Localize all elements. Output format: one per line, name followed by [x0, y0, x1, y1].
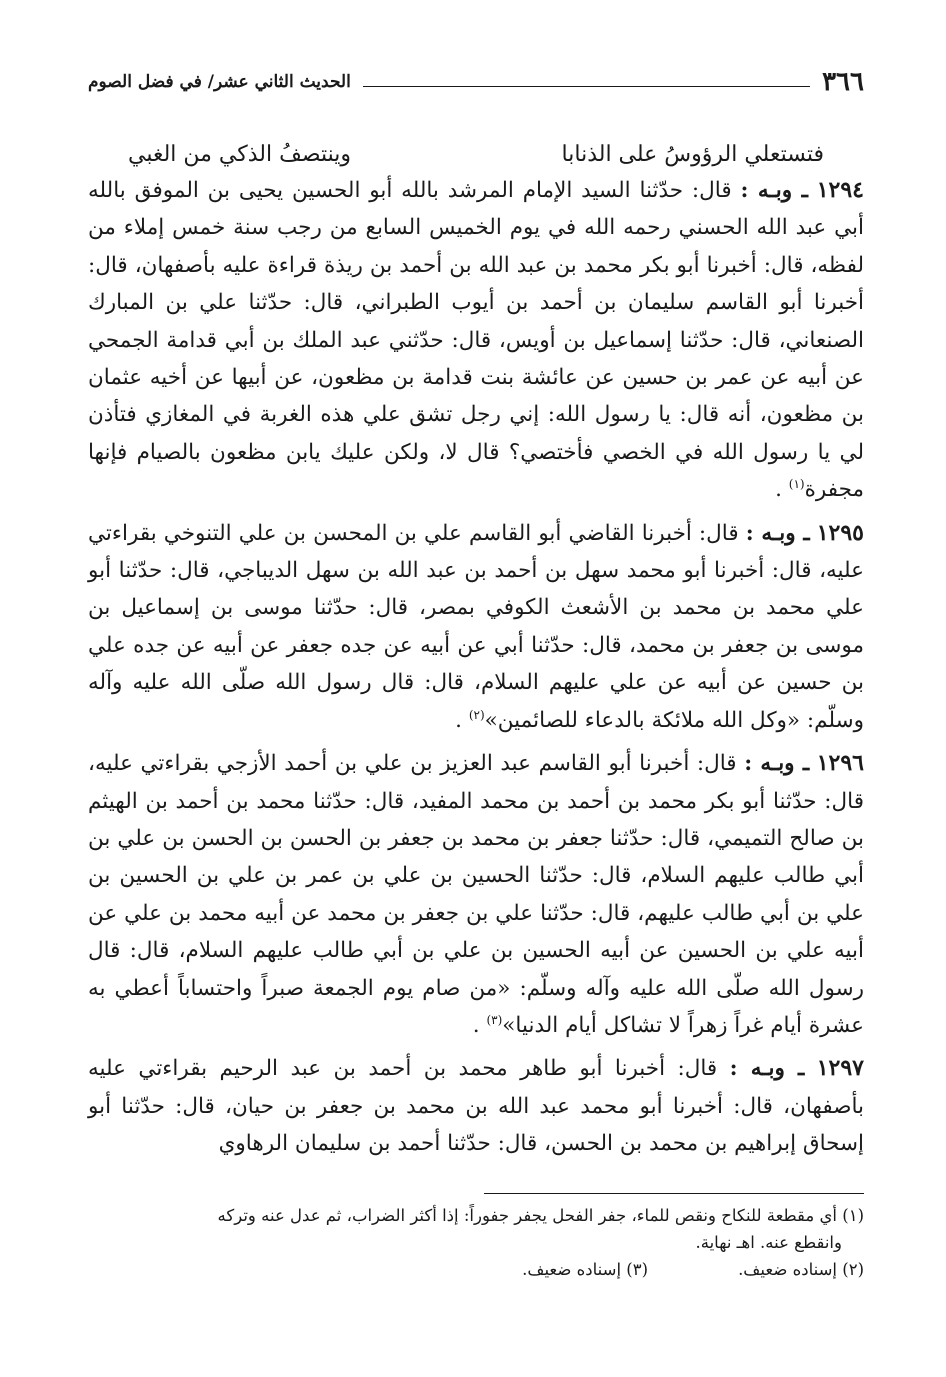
- hadith-tail: .: [455, 707, 469, 733]
- poem-hemistich-right: فتستعلي الرؤوسُ على الذنابا: [561, 142, 824, 167]
- footnote-separator: [484, 1193, 864, 1194]
- hadith-number: ١٢٩٦: [816, 750, 864, 777]
- hadith-1295: [88, 515, 864, 739]
- poem-hemistich-left: وينتصفُ الذكي من الغبي: [128, 142, 351, 167]
- footnote-3: (٣) إسناده ضعيف.: [522, 1259, 649, 1279]
- hadith-prefix: ـ وبـه :: [745, 520, 810, 546]
- poem-verse: [88, 138, 864, 172]
- book-page: [88, 62, 864, 1283]
- hadith-number: ١٢٩٧: [816, 1055, 864, 1082]
- hadith-text: قال: حدّثنا السيد الإمام المرشد بالله أبو الحسين يحيى بن الموفق بالله أبي عبد الله الحسني رحمه الله في يوم الخميس السابع من رجب سنة خمس إملاء من لفظه، قال: أخبرنا أبو بكر محمد بن عبد الله بن أحمد بن ريذة قراءة عليه بأصفهان، قال: أخبرنا أبو القاسم سليمان بن أحمد بن أيوب الطبراني، قال: حدّثنا علي بن المبارك الصنعاني، قال: حدّثنا إسماعيل بن أويس، قال: حدّثني عبد الملك بن أبي قدامة الجمحي عن أبيه عن عمر بن حسين عن عائشة بنت قدامة بن مظعون، عن أبيها عن أخيه عثمان بن مظعون، أنه قال: يا رسول الله: إني رجل تشق علي هذه الغربة في المغازي فتأذن لي يا رسول الله في الخصي فأختصي؟ قال لا، ولكن عليك يابن مظعون بالصيام فإنها مجفرة: [88, 178, 864, 503]
- hadith-tail: .: [472, 1012, 487, 1038]
- footnotes: [88, 1202, 864, 1283]
- footnote-2: (٢) إسناده ضعيف.: [738, 1259, 864, 1279]
- hadith-prefix: ـ وبـه :: [744, 751, 810, 777]
- footnote-1-line-1: (١) أي مقطعة للنكاح ونقص للماء، جفر الفحل يجفر جفوراً: إذا أكثر الضراب، ثم عدل عنه وتركه: [217, 1205, 864, 1225]
- page-number: ٣٦٦: [822, 67, 864, 97]
- header-rule: [363, 86, 810, 87]
- footnote-row: [88, 1256, 864, 1283]
- hadith-1294: [88, 172, 864, 509]
- hadith-tail: .: [775, 477, 789, 503]
- hadith-text: قال: أخبرنا القاضي أبو القاسم علي بن المحسن بن علي التنوخي بقراءتي عليه، قال: أخبرنا أبو محمد سهل بن أحمد بن عبد الله بن سهل الديباجي، قال: حدّثنا أبو علي محمد بن محمد بن الأشعث الكوفي بمصر، قال: حدّثنا موسى بن إسماعيل بن موسى بن جعفر بن محمد، قال: حدّثنا أبي عن أبيه عن جده جعفر عن أبيه عن جده علي بن حسين عن أبيه عن علي عليهم السلام، قال: قال رسول الله صلّى الله عليه وآله وسلّم: «وكل الله ملائكة بالدعاء للصائمين»: [88, 520, 864, 733]
- hadith-prefix: ـ وبـه :: [729, 1056, 805, 1082]
- footnote-ref[interactable]: (١): [788, 477, 805, 492]
- hadith-prefix: ـ وبـه :: [740, 178, 808, 203]
- hadith-1296: [88, 745, 864, 1044]
- page-header: [88, 62, 864, 102]
- hadith-number: ١٢٩٥: [816, 519, 864, 546]
- footnote-ref[interactable]: (٣): [486, 1012, 503, 1027]
- footnote-ref[interactable]: (٢): [468, 707, 485, 722]
- hadith-number: ١٢٩٤: [816, 177, 864, 203]
- hadith-1297: [88, 1050, 864, 1162]
- running-title: الحديث الثاني عشر/ في فضل الصوم: [88, 72, 351, 92]
- hadith-text: قال: أخبرنا أبو طاهر محمد بن أحمد بن عبد الرحيم بقراءتي عليه بأصفهان، قال: أخبرنا أبو محمد عبد الله بن محمد بن جعفر بن حيان، قال: حدّثنا أبو إسحاق إبراهيم بن محمد بن الحسن، قال: حدّثنا أحمد بن سليمان الرهاوي: [88, 1056, 864, 1157]
- footnote-1-line-2: وانقطع عنه. اهـ نهاية.: [695, 1232, 842, 1252]
- hadith-text: قال: أخبرنا أبو القاسم عبد العزيز بن علي بن أحمد الأزجي بقراءتي عليه، قال: حدّثنا أبو بكر محمد بن أحمد بن محمد المفيد، قال: حدّثنا محمد بن أحمد بن الهيثم بن صالح التميمي، قال: حدّثنا جعفر بن محمد بن جعفر بن الحسن بن الحسن بن علي بن أبي طالب عليهم السلام، قال: حدّثنا الحسين بن علي بن عمر بن علي بن الحسين بن علي بن أبي طالب عليهم، قال: حدّثنا علي بن جعفر بن محمد عن أبيه محمد بن علي عن أبيه علي بن الحسين عن أبيه الحسين بن علي بن أبي طالب عليهم السلام، قال: قال رسول الله صلّى الله عليه وآله وسلّم: «من صام يوم الجمعة صبراً واحتساباً أعطي به عشرة أيام غراً زهراً لا تشاكل أيام الدنيا»: [88, 751, 864, 1038]
